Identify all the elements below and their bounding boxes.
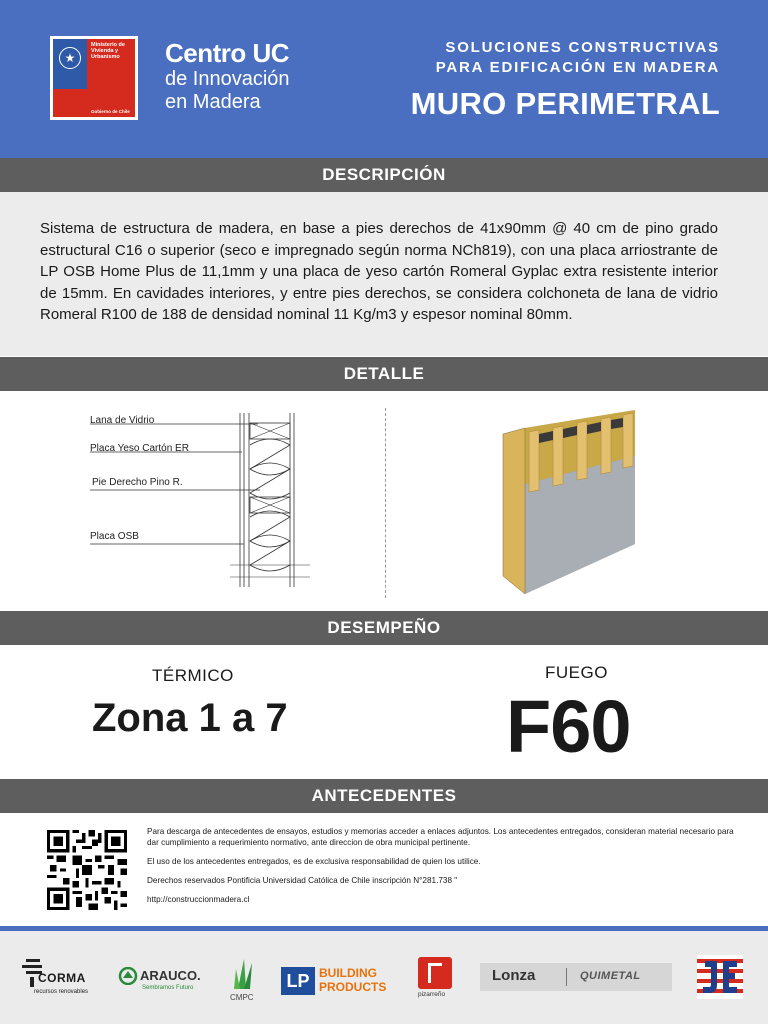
- wall-section-drawing: [80, 405, 320, 595]
- tagline-1: SOLUCIONES CONSTRUCTIVAS: [445, 39, 720, 56]
- detail-heading: DETALLE: [0, 357, 768, 391]
- background-link[interactable]: http://construccionmadera.cl: [147, 895, 250, 904]
- detail-divider: [385, 408, 386, 598]
- label-pine-stud: Pie Derecho Pino R.: [92, 477, 183, 488]
- brand-line2: en Madera: [165, 91, 261, 113]
- coat-of-arms-icon: ★: [59, 47, 81, 69]
- lp-line2: PRODUCTS: [319, 980, 387, 994]
- ministry-logo: [50, 36, 138, 120]
- ministry-name: Ministerio de Vivienda y Urbanismo: [91, 42, 125, 60]
- label-osb-board: Placa OSB: [90, 531, 139, 542]
- tagline-2: PARA EDIFICACIÓN EN MADERA: [435, 59, 720, 76]
- label-gypsum-board: Placa Yeso Cartón ER: [90, 443, 189, 454]
- description-heading: DESCRIPCIÓN: [0, 158, 768, 192]
- government-name: Gobierno de Chile: [91, 109, 130, 114]
- performance-heading: DESEMPEÑO: [0, 611, 768, 645]
- brand-main: Centro UC: [165, 38, 290, 68]
- lonza-quimetal-logo: [480, 963, 672, 991]
- label-glass-wool: Lana de Vidrio: [90, 415, 155, 426]
- sponsor-footer: [0, 931, 768, 1024]
- background-p3: Derechos reservados Pontificia Universidad Católica de Chile inscripción N°281.738 ": [147, 876, 458, 885]
- thermal-value: Zona 1 a 7: [92, 696, 288, 740]
- arauco-name: ARAUCO.: [140, 968, 201, 983]
- arauco-leaf-icon: [118, 967, 138, 985]
- background-p1: Para descarga de antecedentes de ensayos, estudios y memorias acceder a enlaces adjuntos. Los antecedentes entregados, consideran material necesario para dar cumplimiento a requerimiento normativo, ante direccion de obra municipal pertinente.: [147, 827, 734, 847]
- lp-logo: [281, 967, 393, 995]
- page-title: MURO PERIMETRAL: [410, 86, 720, 121]
- pizarreno-mark-icon: [418, 957, 452, 989]
- cmpc-leaves-icon: [230, 957, 260, 991]
- corma-sub: recursos renovables: [34, 989, 89, 995]
- pizarreno-name: pizarreño: [418, 991, 446, 998]
- brand-line1: de Innovación: [165, 68, 290, 90]
- cmpc-name: CMPC: [230, 993, 254, 1002]
- wall-3d-render: [495, 404, 645, 600]
- arauco-sub: Sembramos Futuro: [142, 985, 194, 991]
- fire-label: FUEGO: [545, 663, 608, 682]
- background-p2: El uso de los antecedentes entregados, es de exclusiva responsabilidad de quien los utilice.: [147, 857, 481, 866]
- brand: [165, 38, 290, 114]
- thermal-label: TÉRMICO: [152, 666, 234, 685]
- lp-mark: LP: [281, 967, 315, 995]
- background-text: [147, 826, 737, 913]
- quimetal-name: QUIMETAL: [580, 970, 641, 982]
- header: [0, 0, 768, 158]
- description-text: Sistema de estructura de madera, en base a pies derechos de 41x90mm @ 40 cm de pino grado estructural C16 o superior (seco e impregnado según norma NCh819), con una placa arriostrante de LP OSB Home Plus de 11,1mm y una placa de yeso cartón Romeral Gyplac extra resistente interior de 15mm. En cavidades interiores, y entre pies derechos, se considera colchoneta de lana de vidrio Romeral R100 de 188 de densidad nominal 11 Kg/m3 y espesor nominal 80mm.: [40, 220, 718, 323]
- lp-line1: BUILDING: [319, 966, 377, 980]
- lonza-name: Lonza: [492, 967, 536, 984]
- corma-name: CORMA: [38, 971, 86, 985]
- background-heading: ANTECEDENTES: [0, 779, 768, 813]
- flag-logo: [697, 955, 743, 999]
- tagline-block: [411, 38, 720, 124]
- qr-code[interactable]: [47, 829, 127, 911]
- fire-value: F60: [506, 685, 631, 768]
